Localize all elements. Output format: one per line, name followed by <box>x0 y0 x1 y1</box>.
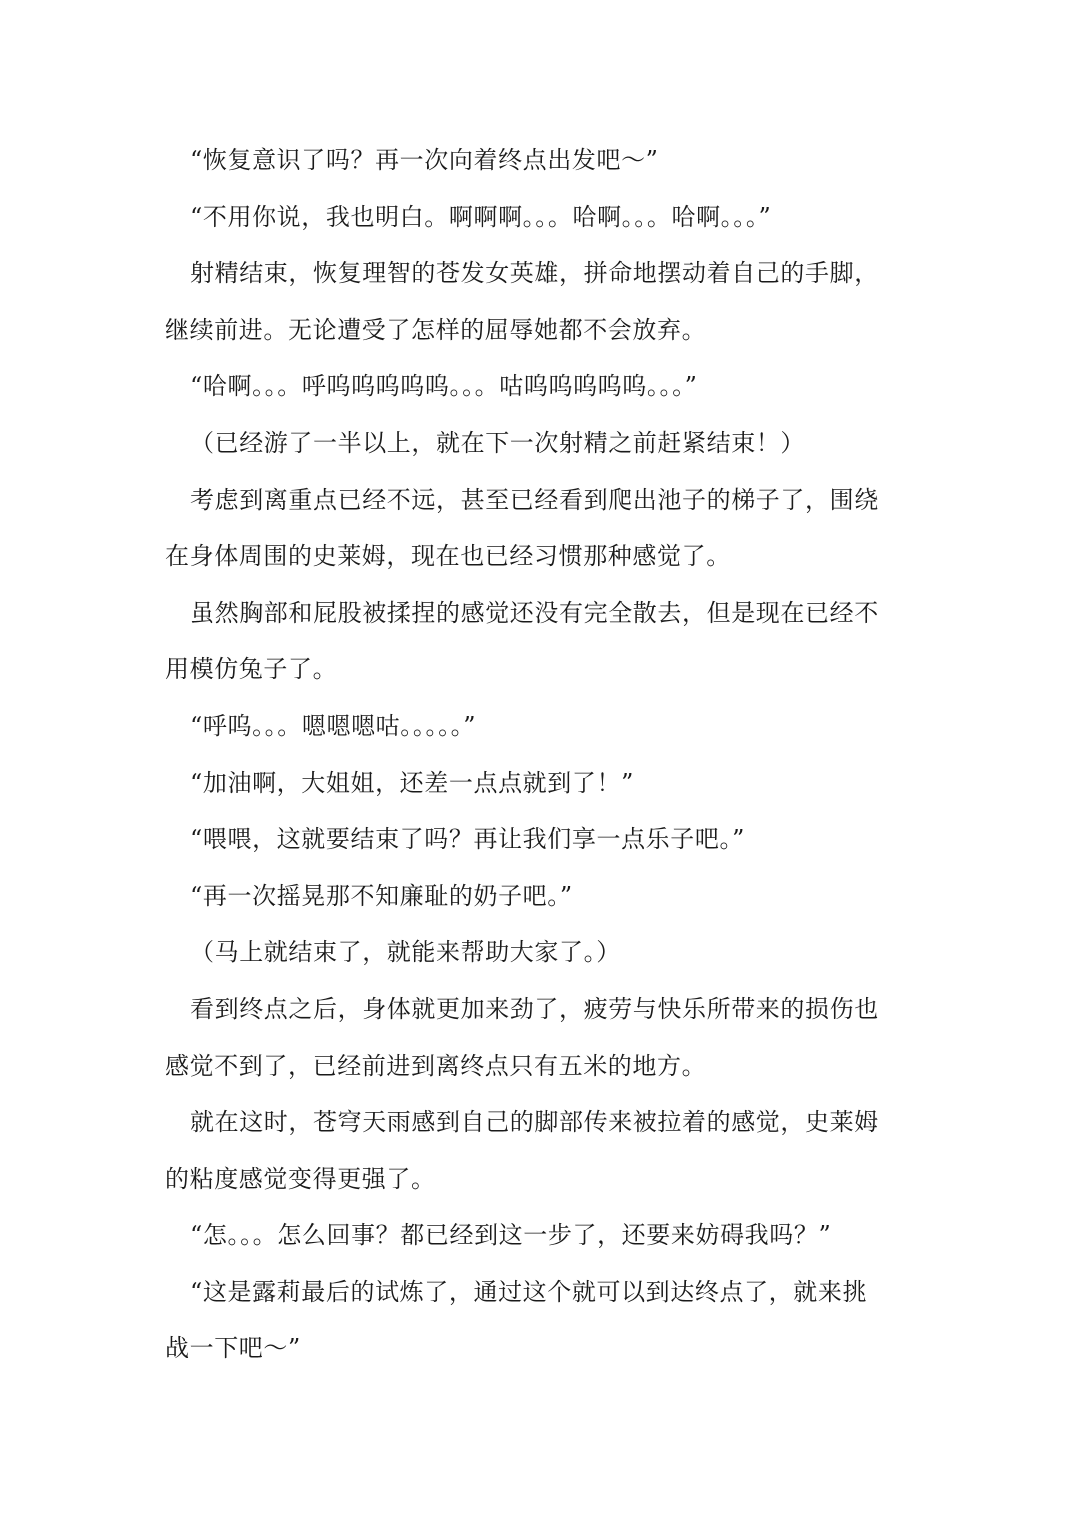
text-line: 就在这时，苍穹天雨感到自己的脚部传来被拉着的感觉，史莱姆 <box>190 1108 879 1137</box>
text-line: “这是露莉最后的试炼了，通过这个就可以到达终点了，就来挑 <box>190 1277 868 1306</box>
paragraph <box>165 1094 905 1207</box>
document-page <box>165 132 905 1377</box>
text-line: 在身体周围的史莱姆，现在也已经习惯那种感觉了。 <box>165 542 731 571</box>
paragraph <box>165 1207 905 1264</box>
paragraph <box>165 472 905 585</box>
text-line: 看到终点之后，身体就更加来劲了，疲劳与快乐所带来的损伤也 <box>190 994 879 1023</box>
text-line: “呼呜。。。嗯嗯嗯咕。。。。。” <box>190 711 477 740</box>
text-line: （已经游了一半以上，就在下一次射精之前赶紧结束！） <box>190 428 805 457</box>
text-line: （马上就结束了，就能来帮助大家了。） <box>190 938 621 967</box>
paragraph <box>165 245 905 358</box>
text-line: 感觉不到了，已经前进到离终点只有五米的地方。 <box>165 1051 707 1080</box>
paragraph <box>165 924 905 981</box>
text-line: “喂喂，这就要结束了吗？再让我们享一点乐子吧。” <box>190 825 745 854</box>
paragraph <box>165 811 905 868</box>
paragraph <box>165 868 905 925</box>
text-line: 的粘度感觉变得更强了。 <box>165 1164 436 1193</box>
paragraph <box>165 415 905 472</box>
text-line: 用模仿兔子了。 <box>165 655 338 684</box>
text-line: 虽然胸部和屁股被揉捏的感觉还没有完全散去，但是现在已经不 <box>190 598 879 627</box>
paragraph <box>165 189 905 246</box>
text-line: 战一下吧～” <box>165 1334 301 1363</box>
paragraph <box>165 358 905 415</box>
paragraph <box>165 132 905 189</box>
text-line: “加油啊，大姐姐，还差一点点就到了！” <box>190 768 634 797</box>
text-line: “不用你说，我也明白。啊啊啊。。。哈啊。。。哈啊。。。” <box>190 202 772 231</box>
text-line: “再一次摇晃那不知廉耻的奶子吧。” <box>190 881 573 910</box>
text-line: 继续前进。无论遭受了怎样的屈辱她都不会放弃。 <box>165 315 707 344</box>
paragraph <box>165 755 905 812</box>
text-line: 考虑到离重点已经不远，甚至已经看到爬出池子的梯子了，围绕 <box>190 485 879 514</box>
paragraph <box>165 981 905 1094</box>
paragraph <box>165 585 905 698</box>
text-line: “怎。。。怎么回事？都已经到这一步了，还要来妨碍我吗？” <box>190 1221 832 1250</box>
text-line: 射精结束，恢复理智的苍发女英雄，拼命地摆动着自己的手脚， <box>190 259 879 288</box>
paragraph <box>165 1264 905 1377</box>
text-line: “恢复意识了吗？再一次向着终点出发吧～” <box>190 146 659 174</box>
text-line: “哈啊。。。呼呜呜呜呜呜。。。咕呜呜呜呜呜。。。” <box>190 372 698 401</box>
paragraph <box>165 698 905 755</box>
